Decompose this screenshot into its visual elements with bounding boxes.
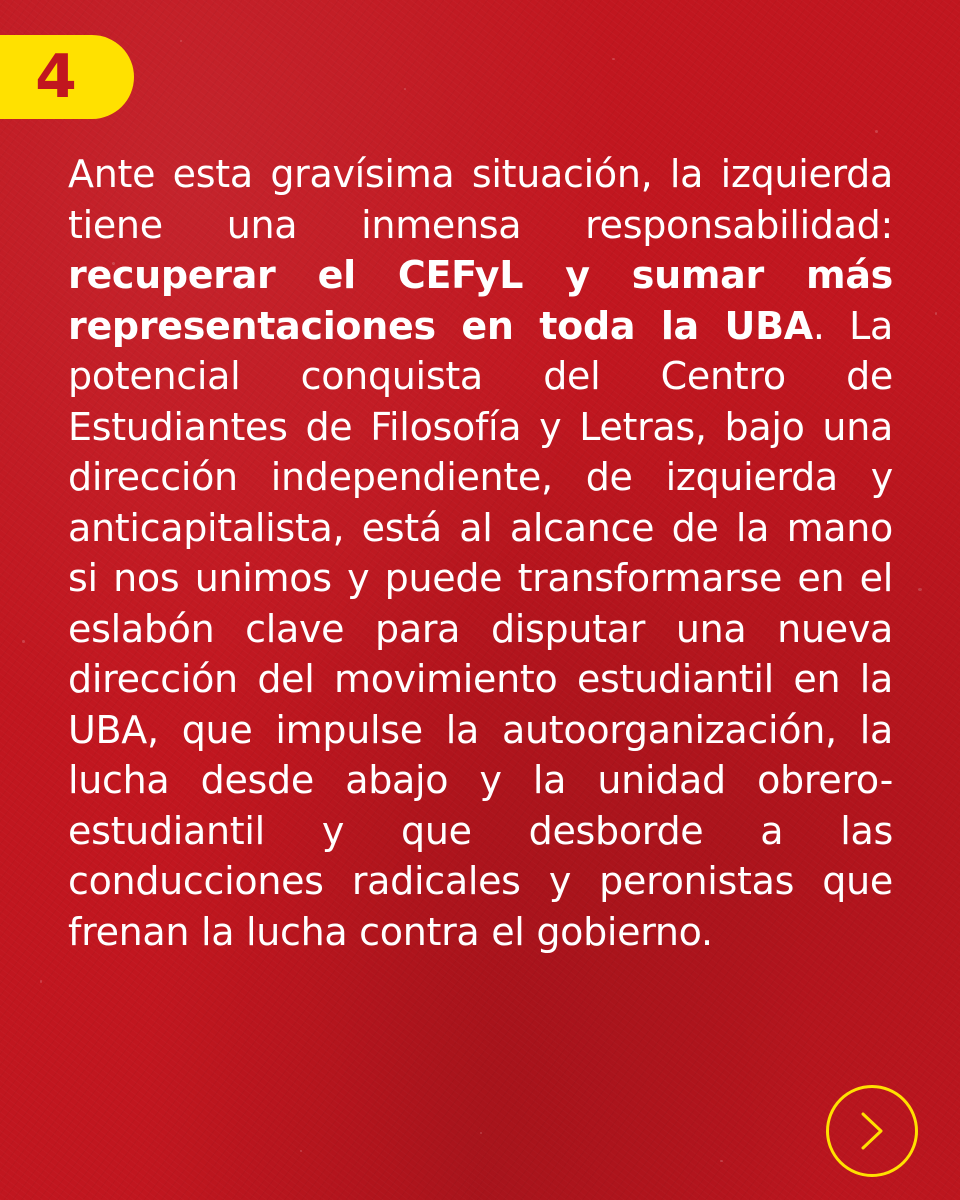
slide-paragraph [68, 149, 893, 957]
paragraph-rest: . La potencial conquista del Centro de Estudiantes de Filosofía y Letras, bajo una dirección independiente, de izquierda y anticapitalista, está al alcance de la mano si nos unimos y puede transformarse en el eslabón clave para disputar una nueva dirección del movimiento estudiantil en la UBA, que impulse la autoorganización, la lucha desde abajo y la unidad obrero-estudiantil y que desborde a las conducciones radicales y peronistas que frenan la lucha contra el gobierno. [68, 303, 893, 954]
next-slide-button[interactable] [826, 1085, 918, 1177]
slide-number: 4 [35, 42, 77, 112]
paragraph-intro: Ante esta gravísima situación, la izquierda tiene una inmensa responsabilidad: [68, 152, 893, 247]
slide-number-badge [0, 35, 134, 119]
paragraph-highlight: recuperar el CEFyL y sumar más representaciones en toda la UBA [68, 253, 893, 348]
chevron-right-icon [852, 1111, 892, 1151]
